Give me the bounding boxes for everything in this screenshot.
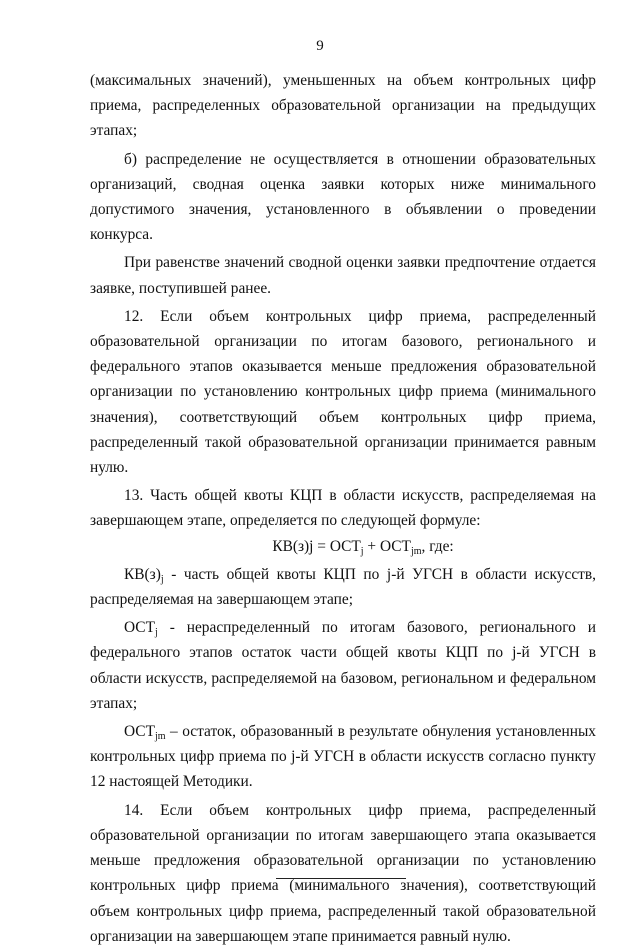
- definition-ost-text: - нераспределенный по итогам базового, регионального и федерального этапов остаток части общей квоты КЦП по j-й УГСН в области искусств, распределяемой на базовом, региональном и федеральном этапах;: [90, 619, 596, 712]
- definition-ostm: [90, 719, 596, 795]
- page-number: 9: [316, 38, 324, 54]
- formula-sub-jm: jm: [410, 545, 422, 557]
- definition-ost-term: ОСТ: [124, 619, 155, 637]
- end-rule: [276, 878, 406, 879]
- definition-kv: [90, 562, 596, 612]
- paragraph-12: 12. Если объем контрольных цифр приема, распределенный образовательной организации по итогам базового, регионального и федерального этапов оказывается меньше предложения образовательной организации по установлению контрольных цифр приема (минимального значения), соответствующий объем контрольных цифр приема, распределенный такой образовательной организации принимается равным нулю.: [90, 307, 596, 477]
- formula-lhs: КВ(з)j = ОСТ: [272, 537, 361, 555]
- paragraph-14: 14. Если объем контрольных цифр приема, распределенный образовательной организации по итогам завершающего этапа оказывается меньше предложения образовательной организации по установлению контрольных цифр приема (минимального значения), соответствующий объем контрольных цифр приема, распределенный такой образовательной организации на завершающем этапе принимается равный нулю.: [90, 801, 596, 945]
- formula-plus: + ОСТ: [363, 537, 411, 555]
- definition-ostm-term: ОСТ: [124, 723, 155, 741]
- formula: [90, 534, 596, 559]
- definition-ost-sub: j: [154, 627, 158, 639]
- definition-kv-term: КВ(з): [124, 565, 161, 583]
- formula-where: , где:: [421, 537, 454, 555]
- formula-sub-j: j: [360, 545, 364, 557]
- definition-ostm-sub: jm: [154, 731, 166, 743]
- definition-ost: [90, 615, 596, 716]
- definition-ostm-text: – остаток, образованный в результате обнуления установленных контрольных цифр приема по j-й УГСН в области искусств согласно пункту 12 настоящей Методики.: [90, 723, 596, 791]
- document-body: [90, 68, 596, 949]
- paragraph-continuation: (максимальных значений), уменьшенных на объем контрольных цифр приема, распределенных образовательной организации на предыдущих этапах;: [90, 72, 596, 140]
- paragraph-tie-rule: При равенстве значений сводной оценки заявки предпочтение отдается заявке, поступившей ранее.: [90, 254, 596, 297]
- definition-kv-sub: j: [160, 573, 164, 585]
- paragraph-13: 13. Часть общей квоты КЦП в области искусств, распределяемая на завершающем этапе, определяется по следующей формуле:: [90, 487, 596, 530]
- definition-kv-text: - часть общей квоты КЦП по j-й УГСН в области искусств, распределяемая на завершающем этапе;: [90, 565, 596, 609]
- paragraph-b: б) распределение не осуществляется в отношении образовательных организаций, сводная оценка заявки которых ниже минимального допустимого значения, установленного в объявлении о проведении конкурса.: [90, 150, 596, 244]
